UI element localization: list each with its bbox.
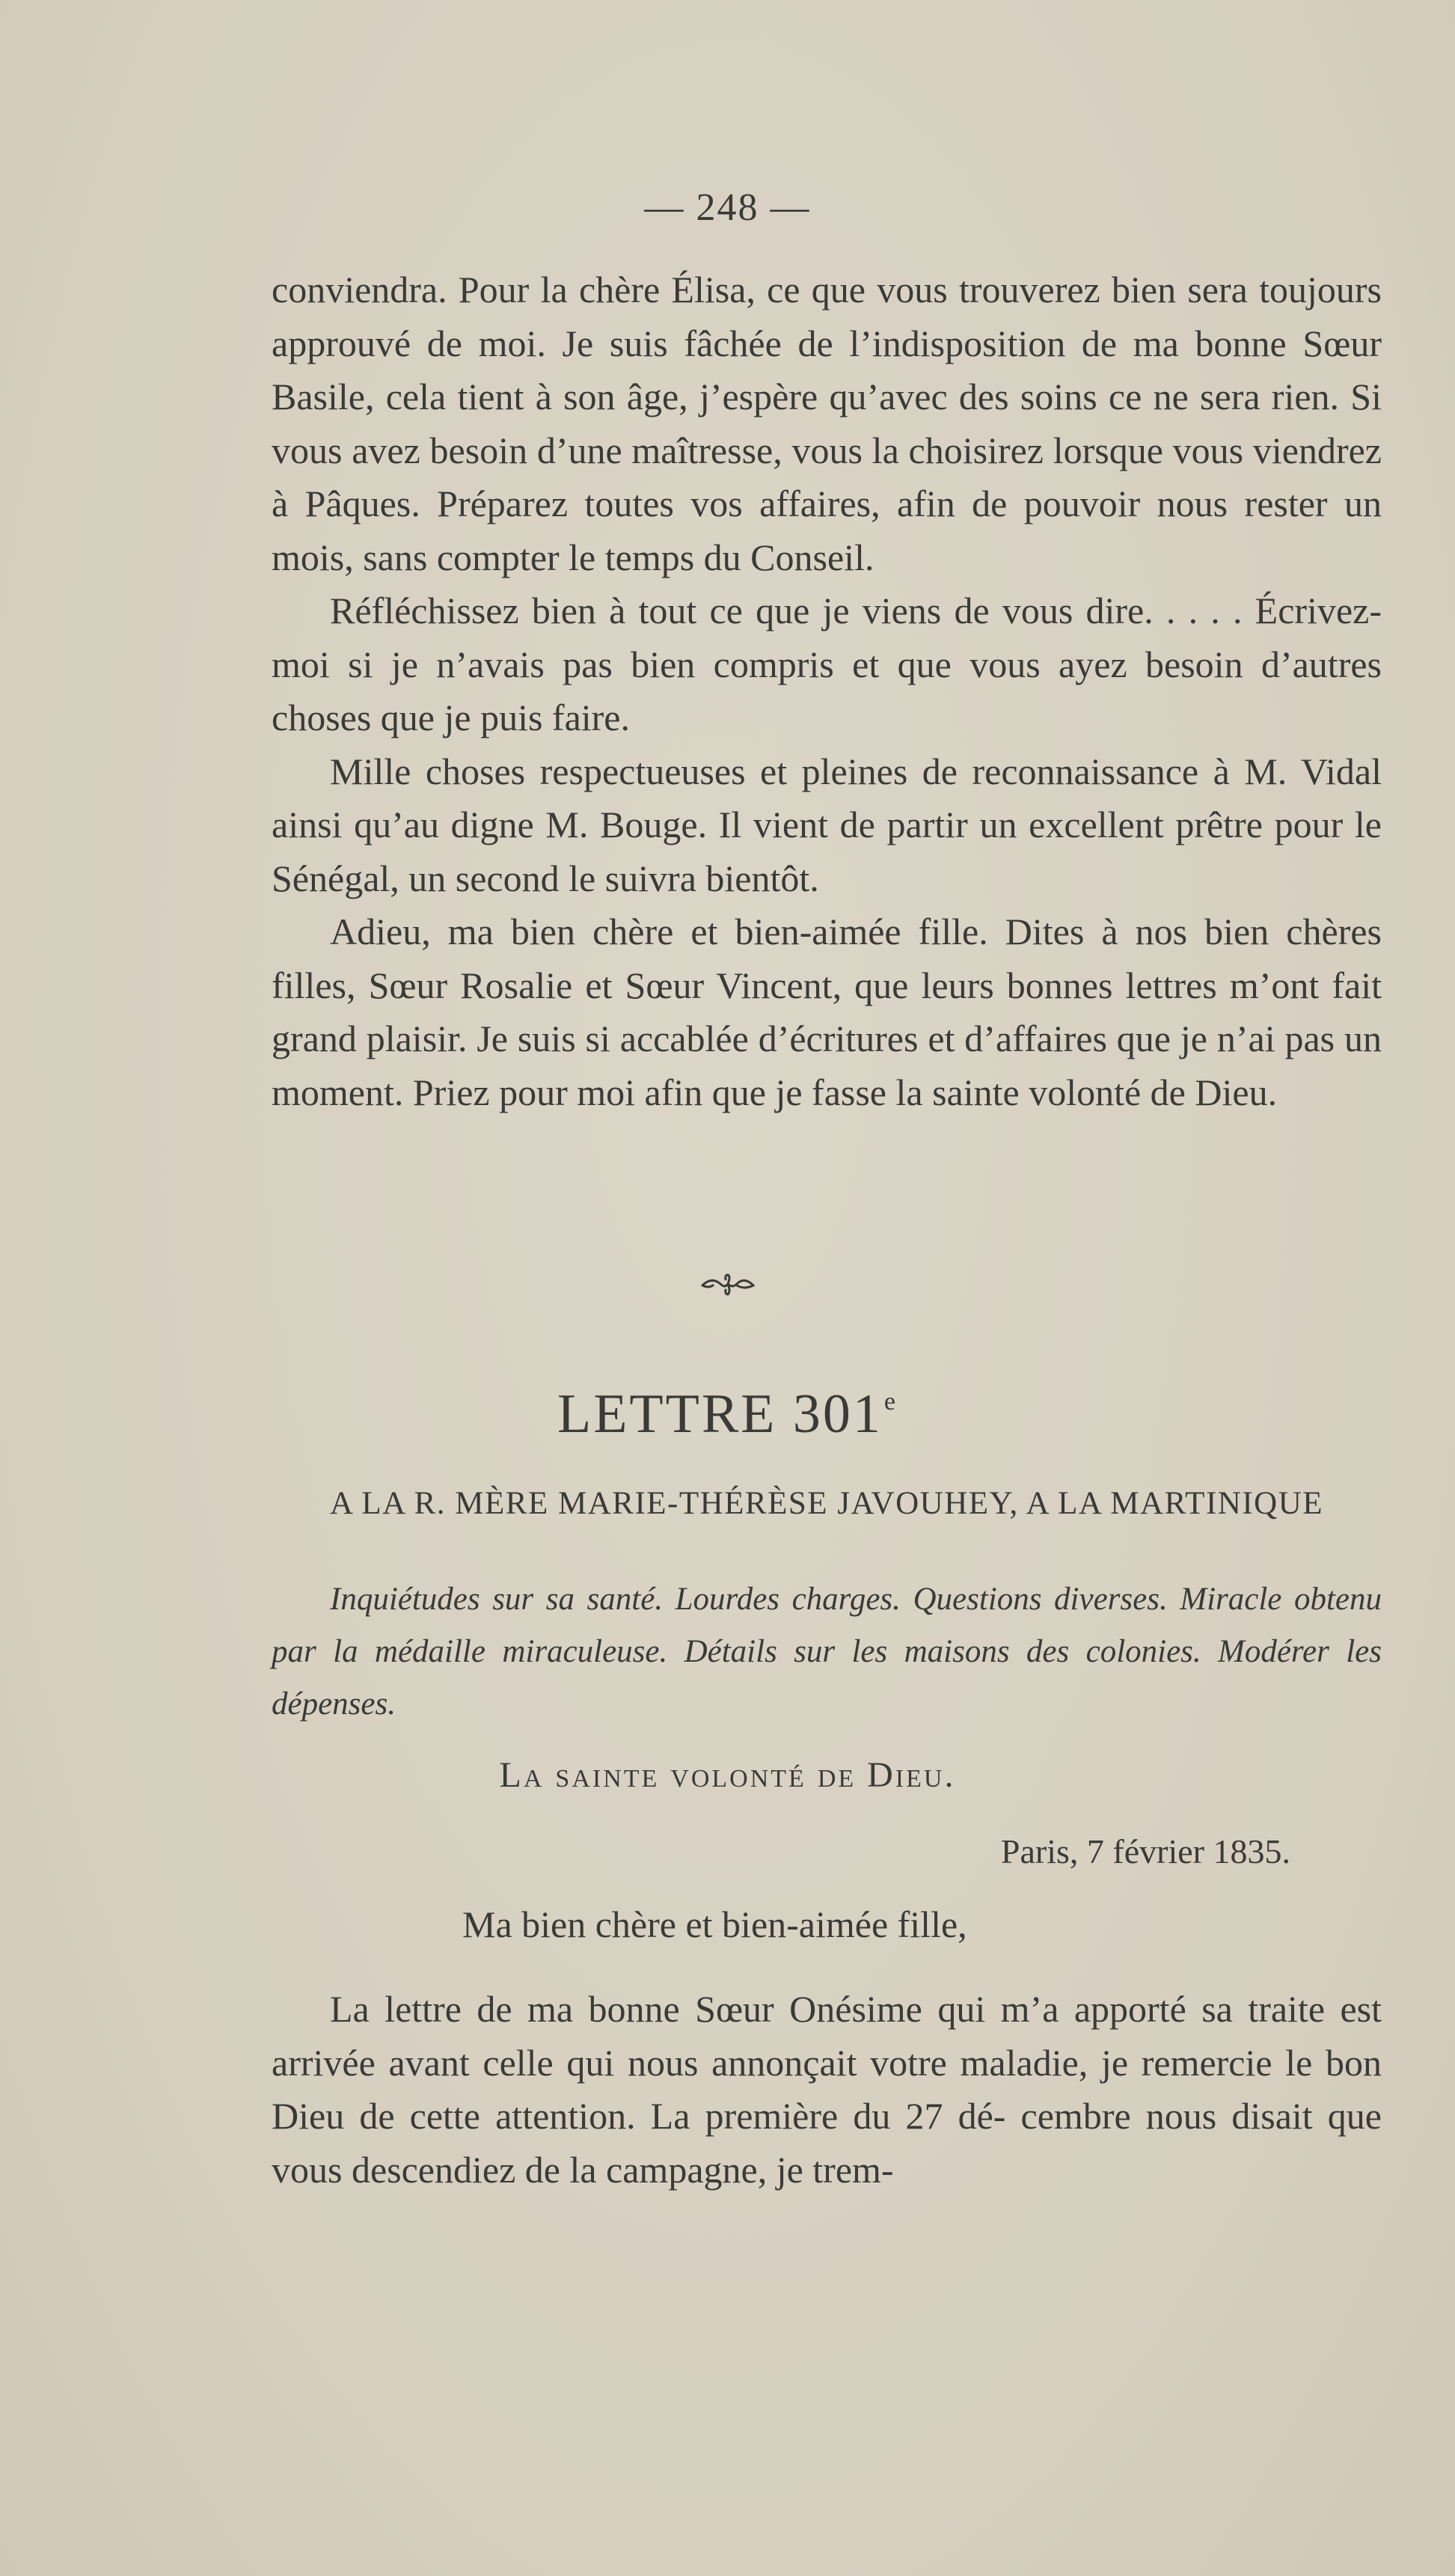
letter-title-suffix: e: [883, 1388, 898, 1416]
letter-recipient: A LA R. MÈRE MARIE-THÉRÈSE JAVOUHEY, A LA MARTINIQUE: [329, 1486, 1324, 1521]
letter-title: [0, 1383, 1455, 1446]
letter-body: [272, 1983, 1382, 2197]
body-paragraph: Réfléchissez bien à tout ce que je viens de vous dire. . . . . Écrivez-moi si je n’avais pas bien compris et que vous ayez besoin d’autres choses que je puis faire.: [272, 590, 1382, 738]
fleuron-ornament-icon: [0, 1264, 1455, 1309]
previous-letter-ending: [272, 263, 1382, 1119]
letter-salutation: Ma bien chère et bien-aimée fille,: [462, 1903, 967, 1945]
body-paragraph: La lettre de ma bonne Sœur Onésime qui m’a apporté sa traite est arrivée avant celle qui nous annonçait votre maladie, je remercie le bon Dieu de cette attention. La première du 27 dé- cembre nous disait que vous descendiez de la campagne, je trem-: [272, 1988, 1382, 2191]
letter-motto: La sainte volonté de Dieu.: [499, 1755, 956, 1795]
body-paragraph: conviendra. Pour la chère Élisa, ce que vous trouverez bien sera toujours approuvé de moi. Je suis fâchée de l’indisposition de ma bonne Sœur Basile, cela tient à son âge, j’espère qu’avec des soins ce ne sera rien. Si vous avez besoin d’une maîtresse, vous la choisirez lorsque vous viendrez à Pâques. Préparez toutes vos affaires, afin de pouvoir nous rester un mois, sans compter le temps du Conseil.: [272, 269, 1382, 578]
summary-text: Inquiétudes sur sa santé. Lourdes charges. Questions diverses. Miracle obtenu par la médaille miraculeuse. Détails sur les maisons des colonies. Modérer les dépenses.: [272, 1582, 1382, 1722]
letter-title-text: LETTRE 301: [557, 1383, 883, 1445]
letter-summary: [272, 1573, 1382, 1731]
letter-dateline: Paris, 7 février 1835.: [1000, 1832, 1290, 1870]
page-number: — 248 —: [644, 186, 811, 229]
body-paragraph: Mille choses respectueuses et pleines de reconnaissance à M. Vidal ainsi qu’au digne M. Bouge. Il vient de partir un excellent prêtre pour le Sénégal, un second le suivra bientôt.: [272, 750, 1382, 899]
body-paragraph: Adieu, ma bien chère et bien-aimée fille. Dites à nos bien chères filles, Sœur Rosalie et Sœur Vincent, que leurs bonnes lettres m’ont fait grand plaisir. Je suis si accablée d’écritures et d’affaires que je n’ai pas un moment. Priez pour moi afin que je fasse la sainte volonté de Dieu.: [272, 911, 1382, 1113]
fleuron-ornament-icon-svg: [698, 1269, 758, 1299]
